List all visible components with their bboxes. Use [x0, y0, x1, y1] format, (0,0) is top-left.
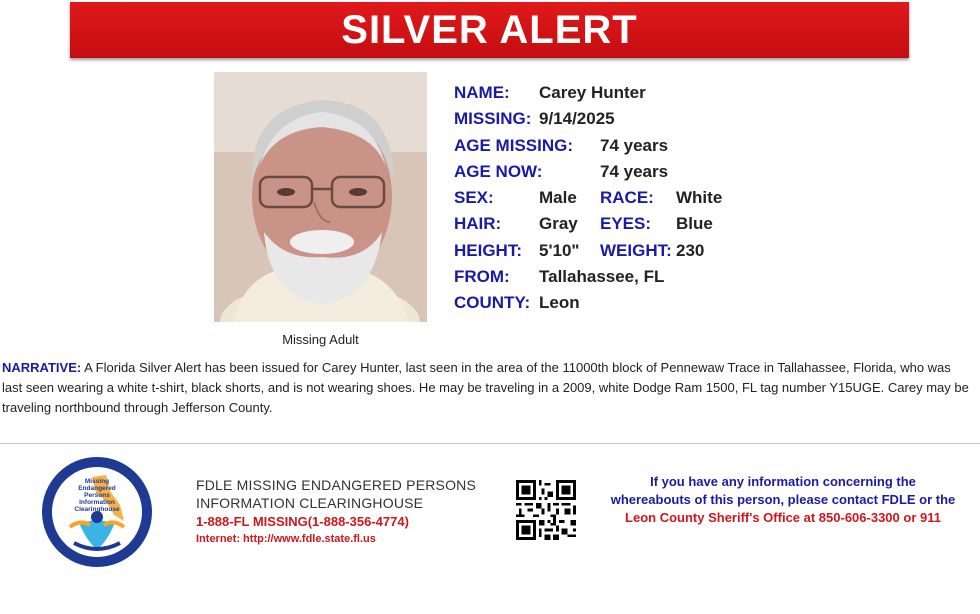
logo-text-2: Endangered [78, 485, 116, 492]
logo-text-4: Information [79, 499, 115, 506]
contact-line3: Leon County Sheriff's Office at 850-606-3300 or 911 [625, 510, 941, 525]
from-label: FROM: [454, 267, 510, 286]
age-missing-value: 74 years [600, 136, 669, 155]
clearinghouse-logo [40, 455, 154, 569]
hair-label: HAIR: [454, 214, 502, 233]
race-label: RACE: [600, 188, 654, 207]
from-value: Tallahassee, FL [539, 267, 665, 286]
weight-value: 230 [676, 241, 705, 260]
alert-banner [70, 2, 909, 58]
sex-label: SEX: [454, 188, 494, 207]
name-value: Carey Hunter [539, 83, 646, 102]
website-link[interactable]: Internet: http://www.fdle.state.fl.us [196, 533, 376, 545]
logo-text-1: Missing [84, 478, 110, 485]
weight-label: WEIGHT: [600, 241, 672, 260]
missing-label: MISSING: [454, 109, 532, 128]
contact-line1: If you have any information concerning the [650, 474, 916, 489]
org-name-line2: INFORMATION CLEARINGHOUSE [196, 495, 424, 511]
contact-line2: whereabouts of this person, please contact FDLE or the [610, 492, 956, 507]
divider [0, 443, 980, 444]
portrait-image [214, 72, 427, 322]
age-now-value: 74 years [600, 162, 669, 181]
missing-person-photo [214, 72, 427, 322]
county-label: COUNTY: [454, 293, 531, 312]
missing-value: 9/14/2025 [539, 109, 615, 128]
age-now-label: AGE NOW: [454, 162, 543, 181]
age-missing-label: AGE MISSING: [454, 136, 574, 155]
county-value: Leon [539, 293, 580, 312]
sex-value: Male [539, 188, 577, 207]
photo-caption: Missing Adult [282, 332, 359, 347]
height-label: HEIGHT: [454, 241, 522, 260]
narrative-text: A Florida Silver Alert has been issued for Carey Hunter, last seen in the area of the 11000th block of Pennewaw Trace in Tallahassee, Florida, who was last seen wearing a white t-shirt, black shorts, and is not wearing shoes. He may be traveling in a 2009, white Dodge Ram 1500, FL tag number Y15UGE. Carey may be traveling northbound through Jefferson County. [2, 360, 969, 415]
height-value: 5'10" [539, 241, 580, 260]
narrative [2, 358, 974, 418]
narrative-label: NARRATIVE: [2, 360, 82, 375]
name-label: NAME: [454, 83, 510, 102]
eyes-label: EYES: [600, 214, 652, 233]
org-name-line1: FDLE MISSING ENDANGERED PERSONS [196, 477, 477, 493]
logo-text-5: Clearinghouse [74, 506, 120, 513]
hotline-phone: 1-888-FL MISSING(1-888-356-4774) [196, 514, 409, 529]
race-value: White [676, 188, 723, 207]
logo-text-3: Persons [84, 492, 110, 499]
alert-title: SILVER ALERT [341, 7, 638, 52]
eyes-value: Blue [676, 214, 713, 233]
hair-value: Gray [539, 214, 578, 233]
contact-info [590, 473, 976, 527]
qr-code[interactable] [516, 480, 576, 540]
